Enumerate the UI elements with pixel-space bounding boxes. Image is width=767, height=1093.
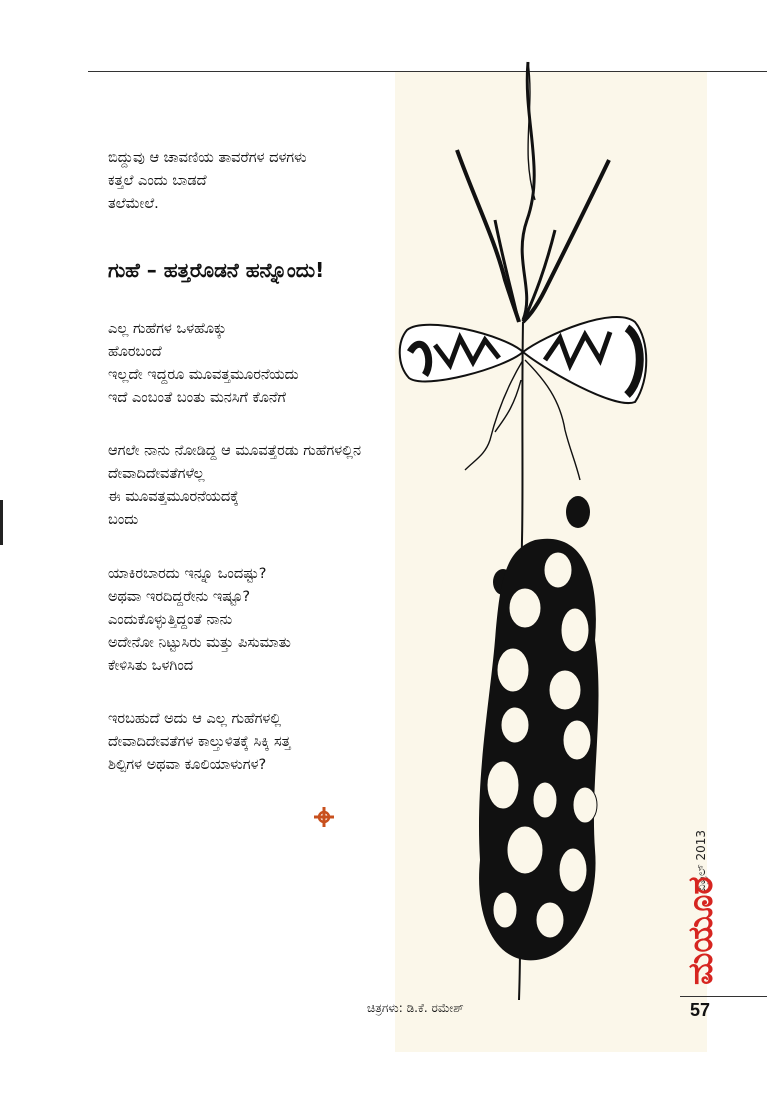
page-number: 57 xyxy=(690,1000,711,1020)
stanza-3 xyxy=(108,440,488,532)
poem-line: ಕತ್ತಲೆ ಎಂದು ಬಾಡದೆ xyxy=(108,173,207,189)
poem-line: ಬಂದು xyxy=(108,512,139,528)
poem-line: ಈ ಮೂವತ್ತಮೂರನೆಯದಕ್ಕೆ xyxy=(108,489,239,505)
ornament-icon xyxy=(314,807,334,827)
poem-line: ಬಿದ್ದುವು ಆ ಚಾವಣಿಯ ತಾವರೆಗಳ ದಳಗಳು xyxy=(108,150,307,166)
poem-line: ಅದೇನೋ ನಿಟ್ಟುಸಿರು ಮತ್ತು ಪಿಸುಮಾತು xyxy=(108,635,291,651)
stanza-4 xyxy=(108,563,488,678)
illustration-credit: ಚಿತ್ರಗಳು: ಡಿ.ಕೆ. ರಮೇಶ್ xyxy=(367,1001,464,1015)
poem-line: ಇರಬಹುದೆ ಅದು ಆ ಎಲ್ಲ ಗುಹೆಗಳಲ್ಲಿ xyxy=(108,711,282,727)
poem-line: ಹೊರಬಂದೆ xyxy=(108,344,162,360)
poem-title: ಗುಹೆ – ಹತ್ತರೊಡನೆ ಹನ್ನೊಂದು! xyxy=(108,258,325,282)
poem-line: ದೇವಾದಿದೇವತೆಗಳೆಲ್ಲ xyxy=(108,466,205,482)
bottom-rule xyxy=(680,996,767,997)
issue-date: ಏಪ್ರಿಲ್ 2013 xyxy=(694,830,708,892)
poem-line: ಅಥವಾ ಇರದಿದ್ದರೇನು ಇಷ್ಟೂ? xyxy=(108,589,251,605)
poem-line: ಶಿಲ್ಪಿಗಳ ಅಥವಾ ಕೂಲಿಯಾಳುಗಳ? xyxy=(108,757,267,773)
stanza-5 xyxy=(108,708,488,777)
poem-line: ಯಾಕಿರಬಾರದು ಇನ್ನೂ ಒಂದಷ್ಟು? xyxy=(108,566,267,582)
poem-line: ಇಲ್ಲದೇ ಇದ್ದರೂ ಮೂವತ್ತಮೂರನೆಯದು xyxy=(108,367,299,383)
poem-line: ಆಗಲೇ ನಾನು ನೋಡಿದ್ದ ಆ ಮೂವತ್ತೆರಡು ಗುಹೆಗಳಲ್ಲಿನ xyxy=(108,443,362,459)
poem-line: ದೇವಾದಿದೇವತೆಗಳ ಕಾಲ್ತುಳಿತಕ್ಕೆ ಸಿಕ್ಕಿ ಸತ್ತ xyxy=(108,734,291,750)
poem-line: ಎಂದುಕೊಳ್ಳುತ್ತಿದ್ದಂತೆ ನಾನು xyxy=(108,612,233,628)
poem-line: ತಲೆಮೇಲೆ. xyxy=(108,196,159,212)
poem-line: ಎಲ್ಲ ಗುಹೆಗಳ ಒಳಹೊಕ್ಕು xyxy=(108,321,227,337)
poem-line: ಕೇಳಿಸಿತು ಒಳಗಿಂದ xyxy=(108,658,194,674)
poem-line: ಇದೆ ಎಂಬಂತೆ ಬಂತು ಮನಸಿಗೆ ಕೊನೆಗೆ xyxy=(108,390,286,406)
stanza-2 xyxy=(108,318,488,410)
stanza-1 xyxy=(108,147,488,216)
binding-mark xyxy=(0,500,3,545)
magazine-logo: ಮಯೂರ xyxy=(681,876,721,985)
